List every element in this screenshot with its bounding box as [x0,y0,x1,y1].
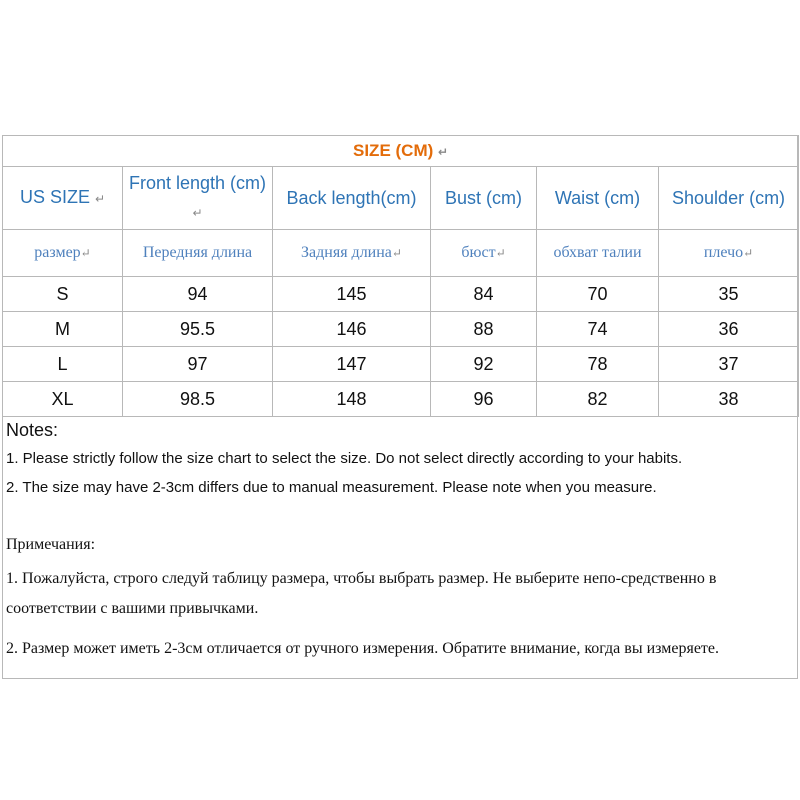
header-row-ru [3,230,799,277]
table-cell: 146 [273,312,431,347]
header-bust: Bust (cm) [431,167,537,230]
notes-heading-en: Notes: [6,420,59,440]
table-cell: 36 [659,312,799,347]
table-cell: M [3,312,123,347]
table-cell: S [3,277,123,312]
header-back-length: Back length(cm) [273,167,431,230]
table-cell: 148 [273,382,431,417]
header-ru-shoulder: плечо↵ [659,230,799,277]
table-cell: 37 [659,347,799,382]
paragraph-mark-icon: ↵ [438,145,449,159]
table-cell: 147 [273,347,431,382]
header-row-en [3,167,799,230]
table-cell: 82 [537,382,659,417]
table-cell: 35 [659,277,799,312]
header-shoulder: Shoulder (cm) [659,167,799,230]
table-row [3,277,799,312]
notes-section [6,420,794,664]
notes-heading-ru: Примечания: [6,536,96,553]
table-cell: 95.5 [123,312,273,347]
table-title [3,136,799,167]
header-ru-back: Задняя длина↵ [273,230,431,277]
table-cell: 92 [431,347,537,382]
table-cell: 88 [431,312,537,347]
header-ru-size: размер↵ [3,230,123,277]
table-row [3,312,799,347]
header-ru-front: Передняя длина [123,230,273,277]
table-cell: XL [3,382,123,417]
header-front-length: Front length (cm) ↵ [123,167,273,230]
note-ru-2: 2. Размер может иметь 2-3см отличается от ручного измерения. Обратите внимание, когда вы измеряете. [6,640,720,657]
header-waist: Waist (cm) [537,167,659,230]
table-cell: 84 [431,277,537,312]
table-cell: 38 [659,382,799,417]
table-cell: 70 [537,277,659,312]
header-us-size: US SIZE ↵ [3,167,123,230]
header-ru-waist: обхват талии [537,230,659,277]
note-en-1: 1. Please strictly follow the size chart to select the size. Do not select directly according to your habits. [6,450,683,467]
table-cell: 97 [123,347,273,382]
note-ru-1: 1. Пожалуйста, строго следуй таблицу размера, чтобы выбрать размер. Не выберите непо-средственно в соответствии с вашими привычками. [6,570,717,617]
note-en-2: 2. The size may have 2-3cm differs due to manual measurement. Please note when you measure. [6,479,657,496]
table-row [3,382,799,417]
table-cell: 78 [537,347,659,382]
table-cell: 145 [273,277,431,312]
size-table [2,135,799,417]
table-cell: 96 [431,382,537,417]
table-row [3,347,799,382]
table-cell: 98.5 [123,382,273,417]
table-cell: 74 [537,312,659,347]
table-title-text: SIZE (CM) [353,141,434,160]
table-cell: 94 [123,277,273,312]
header-ru-bust: бюст↵ [431,230,537,277]
table-cell: L [3,347,123,382]
